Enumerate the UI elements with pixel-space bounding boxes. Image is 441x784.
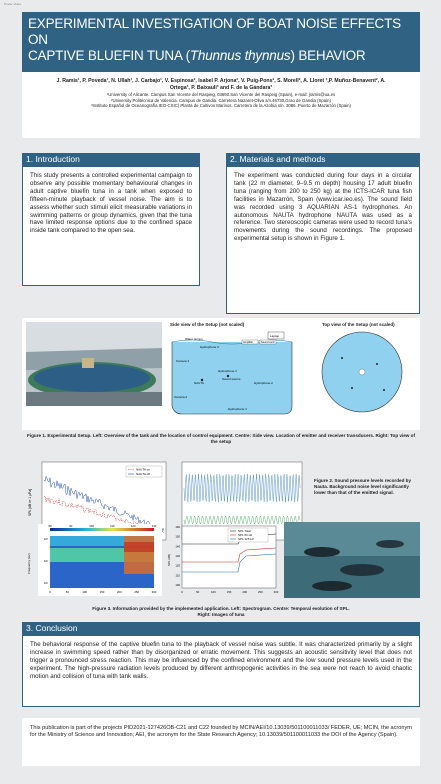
hydrophone4-label: Hydrophone 4 xyxy=(228,407,247,411)
affiliation-2: ²University Politécnica de Valencia. Campus de Gandia. Carretera Nazaret-Oliva s/n.46730,Grao de Gandia (Spain) xyxy=(111,97,331,103)
colorbar-tick-label: 80 xyxy=(48,524,52,528)
figure-1 xyxy=(22,318,420,430)
species-name: Thunnus thynnus xyxy=(189,48,291,63)
spl-y-tick: 150 xyxy=(175,534,180,539)
legend-spl-63: SPL 63 Hz xyxy=(238,533,253,537)
camera2-label: Camera 2 xyxy=(174,395,188,399)
laptop-label: Laptop xyxy=(270,334,280,338)
spl-x-tick: 250 xyxy=(257,590,263,594)
title-line-1: EXPERIMENTAL INVESTIGATION OF BOAT NOISE EFFECTS ON xyxy=(28,16,401,47)
spl-y-tick: 110 xyxy=(175,573,180,578)
spectrogram-y-tick: 10³ xyxy=(43,537,48,541)
spectrogram-x-tick: 250 xyxy=(134,590,140,594)
legend-spl-total: SPL Total xyxy=(238,529,251,533)
methods-body: The experiment was conducted during four days in a circular tank (22 m diameter, 9–9.5 m depth) housing 17 adult bluefin tuna (ranging from 200 to 250 kg) at the ICTS-ICAR tuna fish facilities in Mazarrón, Spain (www.icar.ieo.es). The sound field was recorded using 3 AQUARIAN AS-1 hydrophones. An autonomous NAUTA hydrophone NAUTA was used as a reference. Two stereoscopic cameras were used to record tuna's movements during the sound recordings. The proposed experimental setup is shown in Figure 1. xyxy=(226,166,420,314)
tank-photo xyxy=(26,322,162,406)
hydrophone1-label: Hydrophone 1 xyxy=(218,369,237,373)
poster-title xyxy=(22,12,420,72)
methods-heading: 2. Materials and methods xyxy=(226,153,420,166)
figure-3 xyxy=(22,522,420,602)
authors-block xyxy=(22,72,420,138)
tuna-images xyxy=(284,522,420,602)
spl-ylabel: SPL (dB) xyxy=(167,553,171,566)
spectrum-ylabel: SPL [dB re 1 µPa] xyxy=(28,488,32,516)
spl-y-tick: 160 xyxy=(175,525,180,529)
top-view-title: Top view of the Setup (not scaled) xyxy=(322,322,395,327)
spectrogram-x-tick: 50 xyxy=(65,590,69,594)
affiliation-1: ¹University of Alicante. Campus San Vicente del Raspeig, 03690.San Vicente del Raspeig (Spain), e-mail: jramis@ua.es xyxy=(106,92,336,97)
water-pumps-label: Water pumps xyxy=(185,337,203,341)
spectrogram-y-tick: 10² xyxy=(43,559,48,563)
figure-3-graphics xyxy=(22,522,420,602)
spectrogram-y-tick: 10¹ xyxy=(43,581,48,585)
top-view-diagram xyxy=(322,332,402,412)
legend-nauta-on: NAUTA on xyxy=(136,467,150,472)
spectrogram-x-tick: 200 xyxy=(116,590,122,594)
spl-y-tick: 120 xyxy=(175,563,180,568)
amplifier-label: Amplifier xyxy=(243,341,254,344)
title-line-2: CAPTIVE BLUEFIN TUNA (Thunnus thynnus) BEHAVIOR xyxy=(28,48,366,63)
spectrogram-x-tick: 0 xyxy=(49,590,51,594)
spectrogram-x-tick: 300 xyxy=(151,590,157,594)
figure-1-caption: Figure 1. Experimental Setup. Left: Overview of the tank and the location of control equipment. Centre: Side view. Location of emitter and receiver transducers. Right: Top view of the setup xyxy=(27,433,415,444)
colorbar-tick-label: 120 xyxy=(130,524,136,528)
spl-y-tick: 130 xyxy=(175,554,180,558)
spl-x-tick: 300 xyxy=(273,590,279,594)
spl-x-tick: 200 xyxy=(242,590,248,594)
figure-3-caption: Figure 3. Information provided by the implemented application. Left: Spectrogram. Centre: Temporal evolution of SPL. Right: Images of tuna xyxy=(92,606,350,617)
conclusion-body: The behavioral response of the captive bluefin tuna to the playback of vessel noise was subtle. It was characterized primarily by a slight increase in swimming speed rather than by disorganized or erratic movement. This suggests an acoustic sensitivity level that does not trigger a pronounced stress reaction. This may be influenced by the confined environment and the low sound pressure levels used in the experiment. The high-pressure radiation levels produced by different anthropogenic activities in the sea were not reach to avoid chaotic motion and collision of tuna with tank walls. xyxy=(22,635,420,707)
sound-source-label: Sound source xyxy=(222,377,241,381)
spectrogram-x-tick: 150 xyxy=(99,590,105,594)
spectrogram-ylabel: Frequency (Hz) xyxy=(27,553,31,574)
side-view-diagram xyxy=(172,332,292,414)
spl-y-tick: 140 xyxy=(175,544,180,549)
legend-nauta-off: NAUTA off xyxy=(136,472,150,476)
side-view-title: Side view of the Setup (not scaled) xyxy=(170,322,245,327)
spectrogram-x-tick: 100 xyxy=(82,590,88,594)
nauta-label: NAUTA xyxy=(194,381,204,385)
intro-body: This study presents a controlled experimental campaign to observe any possible momentary behavioural changes in adult captive bluefin tuna in a tank when exposed to fifteen-minute playback of vessel noise. The aim is to assess whether such stimuli elicit measurable variations in swimming patterns or group dynamics, given that the tuna have limited response options due to the confined space inside tank compared to the open sea. xyxy=(22,166,200,286)
colorbar-tick-label: 110 xyxy=(110,524,115,528)
figure-2-caption: Figure 2. Sound pressure levels recorded by Nauta. Background noise level significantly lower than that of the emitted signal. xyxy=(314,478,412,495)
spl-evolution-plot xyxy=(167,525,279,594)
hydrophone3-label: Hydrophone 3 xyxy=(200,345,219,349)
author-names: J. Ramis¹, P. Poveda¹, N. Ullah¹, J. Carbajo¹, V. Espinosa², Isabel P. Arjona², V. Puig-Pons², S. Morell², A. Lloret ³,P. Muñoz-Benavent², A. Ortega³, P. Baixauli³ and F. de la Gándara³ xyxy=(56,78,386,91)
conclusion-heading: 3. Conclusion xyxy=(22,622,420,635)
spl-x-tick: 100 xyxy=(210,590,216,594)
figure-1-graphics xyxy=(22,318,420,430)
spl-y-tick: 100 xyxy=(175,583,180,587)
intro-heading: 1. Introduction xyxy=(22,153,200,166)
spl-x-tick: 150 xyxy=(226,590,232,594)
funding-note: This publication is part of the projects PID2021-127426OB-C21 and C22 founded by MCIN/AEI/10.13039/501100011033/ FEDER, UE; MCIN, the acronym for the Ministry of Science and Innovation; AEI, the acronym for the State Research Agency; 10.13039/501100011033 the DOI of the Agency (Spain). xyxy=(22,718,420,766)
camera1-label: Camera 1 xyxy=(176,359,190,363)
corner-mark: Poster Video xyxy=(4,2,22,6)
spectrogram xyxy=(27,524,162,596)
colorbar-tick-label: 100 xyxy=(89,524,94,528)
legend-spl-125: SPL 125 Hz xyxy=(238,537,254,541)
colorbar-tick-label: 130 xyxy=(151,524,157,528)
affiliation-3: ³Instituto Español de Oceanografía IEO-CSIC) Planta de Cultivos Marinos. Carretera de la Azohia s/n. 3086. Puerto de Mazarrón (Spain) xyxy=(91,103,351,109)
sound-card-label: Sound card xyxy=(261,341,275,344)
hydrophone2-label: Hydrophone 2 xyxy=(254,381,273,385)
spl-x-tick: 50 xyxy=(196,590,200,594)
colorbar-tick-label: 90 xyxy=(69,524,73,528)
spl-x-tick: 0 xyxy=(181,590,183,594)
